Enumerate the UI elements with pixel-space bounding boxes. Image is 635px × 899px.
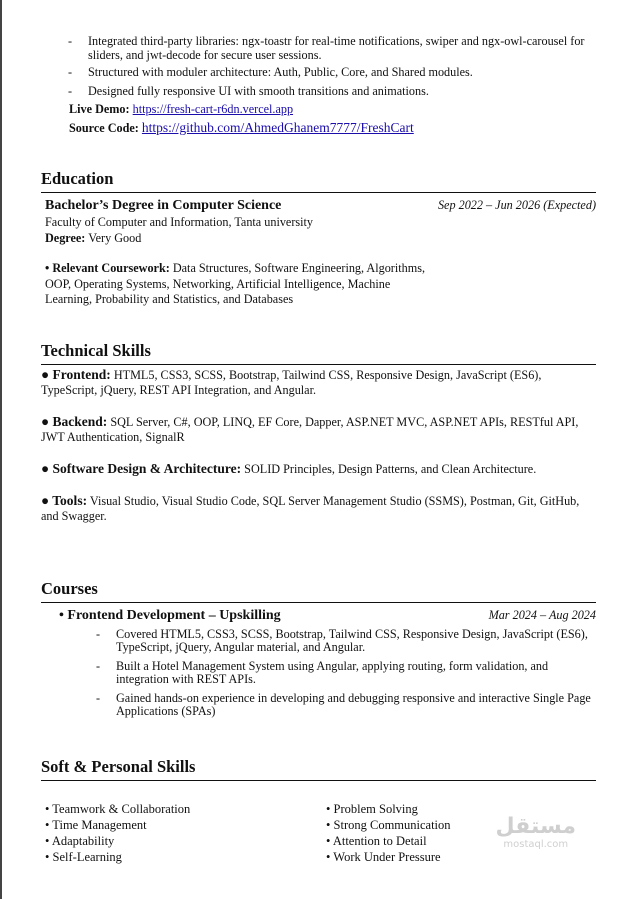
dash-bullet: -: [68, 34, 73, 48]
technical-skills-heading: Technical Skills: [41, 341, 596, 365]
dash-bullet: -: [96, 626, 101, 641]
skill-label: Backend:: [52, 413, 108, 429]
soft-skill: • Self-Learning: [45, 849, 122, 864]
education-dates: Sep 2022 – Jun 2026 (Expected): [437, 198, 596, 212]
course-title: • Frontend Development – Upskilling: [59, 607, 281, 623]
source-code: [69, 119, 596, 137]
course-bullet-text: Covered HTML5, CSS3, SCSS, Bootstrap, Tailwind CSS, Responsive Design, JavaScript (ES6), TypeScript, jQuery, Angular material, and Angular.: [116, 626, 588, 654]
dash-bullet: -: [68, 65, 73, 79]
soft-skill: • Attention to Detail: [326, 833, 427, 848]
project-bullet: [68, 66, 596, 80]
dash-bullet: -: [96, 690, 101, 705]
live-demo-label: Live Demo:: [69, 102, 130, 116]
course-bullet: [96, 660, 596, 687]
coursework: • Relevant Coursework: Data Structures, Software Engineering, Algorithms, OOP, Operating Systems, Networking, Artificial Intelligence, Machine Learning, Probability and Statistics, and Databases: [45, 261, 426, 306]
source-code-label: Source Code:: [69, 121, 139, 135]
course-bullet-text: Built a Hotel Management System using Angular, applying routing, form validation, and integration with REST APIs.: [116, 658, 549, 686]
skill-label: Software Design & Architecture:: [52, 460, 242, 476]
education-entry: [45, 198, 596, 308]
skill-text: SOLID Principles, Design Patterns, and Clean Architecture.: [244, 461, 537, 476]
courses-heading: Courses: [41, 579, 596, 603]
project-bullet: [68, 35, 596, 62]
education-heading: Education: [41, 169, 596, 193]
mostaql-watermark-logo: مستقل mostaql.com: [495, 813, 576, 850]
source-code-link[interactable]: https://github.com/AhmedGhanem7777/FreshCart: [141, 120, 414, 135]
skill-text: HTML5, CSS3, SCSS, Bootstrap, Tailwind CSS, Responsive Design, JavaScript (ES6), TypeScript, jQuery, REST API Integration, and Angular.: [41, 367, 542, 397]
grade-label: Degree:: [45, 231, 86, 245]
skill-backend: ● Backend: SQL Server, C#, OOP, LINQ, EF Core, Dapper, ASP.NET MVC, ASP.NET APIs, RESTful API, JWT Authentication, SignalR: [41, 413, 579, 444]
project-bullet-text: Structured with moduler architecture: Auth, Public, Core, and Shared modules.: [88, 65, 473, 79]
coursework-label: Relevant Coursework:: [52, 261, 170, 275]
course-bullet-text: Gained hands-on experience in developing and debugging responsive and interactive Single Page Applications (SPAs): [116, 690, 591, 718]
soft-skills-col1: [45, 801, 326, 865]
skill-tools: ● Tools: Visual Studio, Visual Studio Code, SQL Server Management Studio (SSMS), Postman, Git, GitHub, and Swagger.: [41, 492, 580, 523]
degree-grade: [45, 230, 596, 246]
dash-bullet: -: [68, 83, 73, 98]
dash-bullet: -: [96, 658, 101, 673]
soft-skill: • Adaptability: [45, 833, 115, 848]
soft-skill: • Time Management: [45, 817, 147, 832]
skill-text: Visual Studio, Visual Studio Code, SQL Server Management Studio (SSMS), Postman, Git, GitHub, and Swagger.: [41, 493, 580, 523]
course-title-text: Frontend Development – Upskilling: [67, 607, 281, 623]
soft-skill: • Work Under Pressure: [326, 849, 441, 864]
degree-title: Bachelor’s Degree in Computer Science: [45, 198, 282, 213]
live-demo: [69, 101, 596, 117]
course-dates: Mar 2024 – Aug 2024: [488, 607, 596, 622]
project-bullet-text: Designed fully responsive UI with smooth transitions and animations.: [88, 83, 429, 98]
skill-frontend: ● Frontend: HTML5, CSS3, SCSS, Bootstrap, Tailwind CSS, Responsive Design, JavaScript (ES6), TypeScript, jQuery, REST API Integration, and Angular.: [41, 366, 542, 397]
soft-skill: • Strong Communication: [326, 817, 451, 832]
course-header: [59, 608, 596, 624]
live-demo-link[interactable]: https://fresh-cart-r6dn.vercel.app: [132, 102, 294, 116]
course-bullet: [96, 692, 596, 719]
project-bullet: [68, 85, 596, 99]
skill-label: Tools:: [52, 492, 88, 508]
soft-skills-heading: Soft & Personal Skills: [41, 757, 596, 781]
grade-value: Very Good: [88, 231, 142, 245]
soft-skill: • Teamwork & Collaboration: [45, 801, 191, 816]
course-bullet: [96, 628, 596, 655]
project-bullet-text: Integrated third-party libraries: ngx-toastr for real-time notifications, swiper and ngx-owl-carousel for sliders, and jwt-decode for secure user sessions.: [88, 34, 585, 62]
skill-text: SQL Server, C#, OOP, LINQ, EF Core, Dapper, ASP.NET MVC, ASP.NET APIs, RESTful API, JWT Authentication, SignalR: [41, 414, 579, 444]
skill-architecture: ● Software Design & Architecture: SOLID Principles, Design Patterns, and Clean Architecture.: [41, 460, 537, 476]
skill-label: Frontend:: [52, 366, 111, 382]
education-header: [45, 198, 596, 214]
soft-skill: • Problem Solving: [326, 801, 418, 816]
faculty: Faculty of Computer and Information, Tanta university: [45, 215, 314, 229]
coursework-text: Data Structures, Software Engineering, Algorithms, OOP, Operating Systems, Networking, Artificial Intelligence, Machine Learning, Probability and Statistics, and Databases: [45, 261, 426, 306]
soft-skills-col2: [326, 801, 451, 865]
